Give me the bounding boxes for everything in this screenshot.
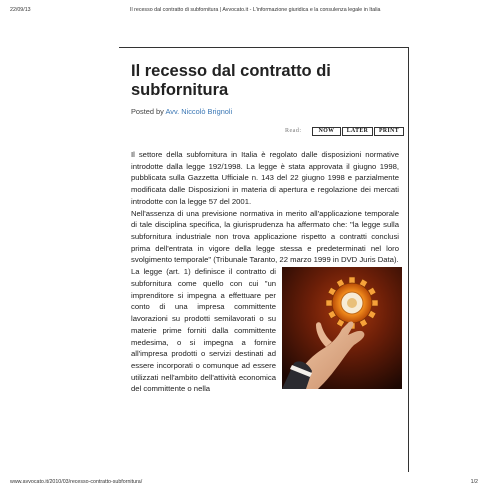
article-frame-right-border xyxy=(408,47,409,472)
byline xyxy=(131,107,232,116)
paragraph-3: La legge (art. 1) definisce il contratto di subfornitura come quello con cui "un imprenditore si impegna a effettuare per conto di una impresa committente lavorazioni su prodotti semilavorati o su materie prime forniti dalla committente medesima, o si impegna a fornire all'impresa prodotti o servizi destinati ad essere incorporati o comunque ad essere utilizzati nell'ambito dell'attività economica del committente o nella xyxy=(131,267,276,394)
print-page-title: Il recesso dal contratto di subfornitura | Avvocato.it - L'informazione giuridica e la consulenza legale in Italia xyxy=(130,7,381,13)
print-url: www.avvocato.it/2010/03/recesso-contratto-subfornitura/ xyxy=(10,479,143,485)
print-date: 22/09/13 xyxy=(10,7,31,13)
read-label: Read: xyxy=(285,128,302,134)
hand-gear-photo xyxy=(282,267,402,389)
print-header xyxy=(10,7,488,17)
article-title: Il recesso dal contratto di subfornitura xyxy=(131,62,331,99)
article-frame-top-border xyxy=(119,47,409,48)
paragraph-1: Il settore della subfornitura in Italia è regolato dalle disposizioni normative introdotte dalla legge 192/1998. La legge è stata approvata il giugno 1998, pubblicata sulla Gazzetta Ufficiale n. 143 del 22 giugno 1998 e parzialmente modificata dalle Disposizioni in materia di apertura e regolazione dei mercati introdotte con la legge 57 del 2001. xyxy=(131,150,399,206)
read-now-button[interactable]: NOW xyxy=(312,127,341,136)
article-body xyxy=(131,149,399,395)
paragraph-2: Nell'assenza di una previsione normativa in merito all'applicazione temporale di tale disciplina specifica, la giurisprudenza ha affermato che: "la legge sulla subfornitura industriale non trova applicazione rispetto a contratti conclusi prima dell'entrata in vigore della legge stessa e predeterminati nel loro svolgimento temporale" (Tribunale Taranto, 22 marzo 1999 in DVD Juris Data). xyxy=(131,208,399,265)
hand-gear-photo-art xyxy=(282,267,402,389)
print-footer xyxy=(10,479,488,489)
byline-prefix: Posted by xyxy=(131,107,166,116)
author-link[interactable]: Avv. Niccolò Brignoli xyxy=(165,107,233,116)
page-counter: 1/2 xyxy=(470,479,478,485)
print-button[interactable]: PRINT xyxy=(374,127,404,136)
read-later-button[interactable]: LATER xyxy=(342,127,373,136)
